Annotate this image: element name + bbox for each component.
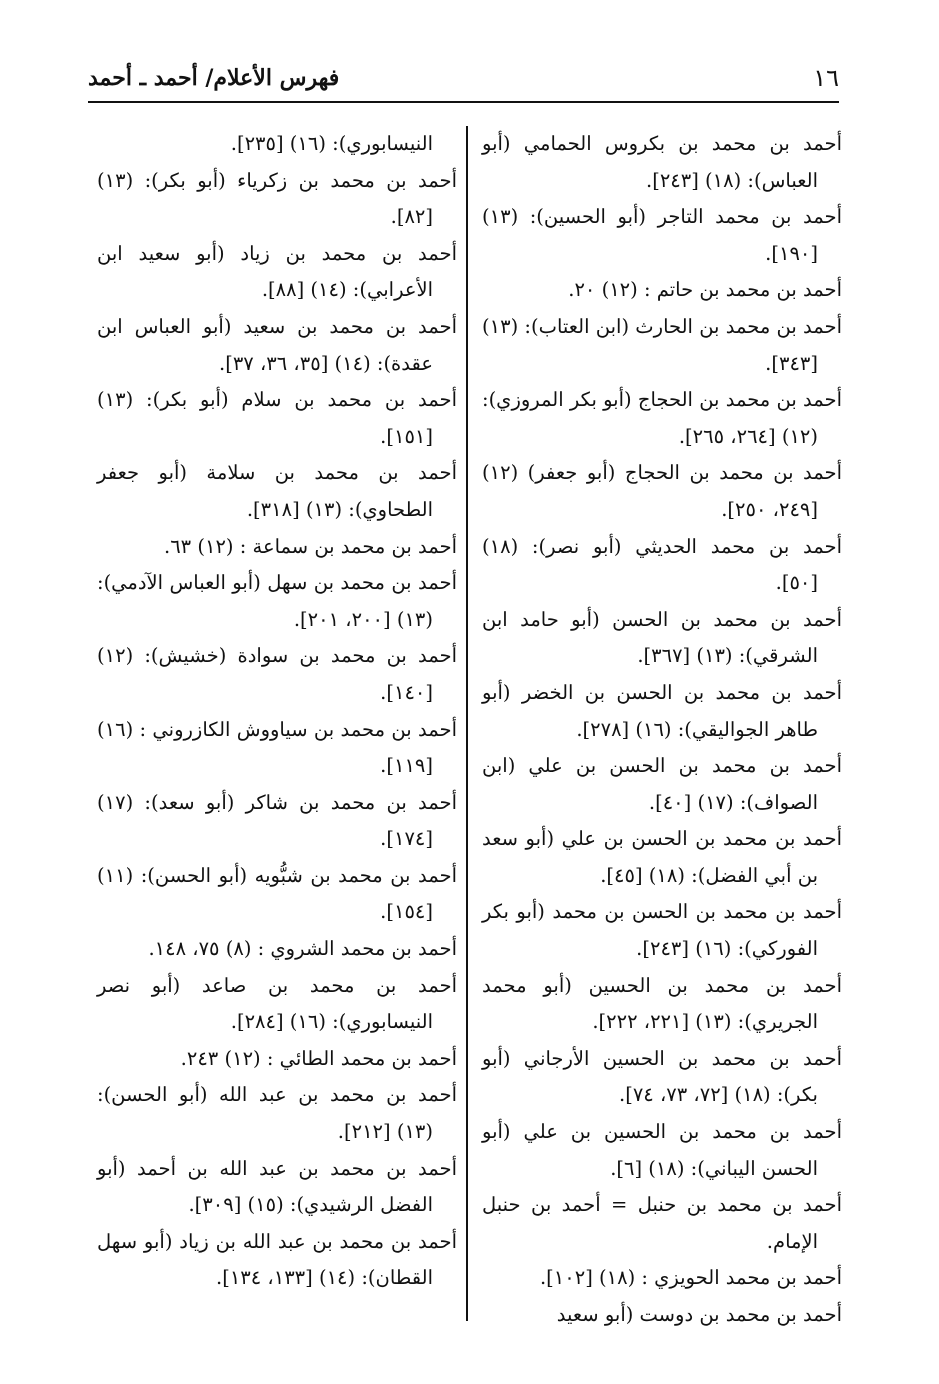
index-entry: أحمد بن محمد بن دوست (أبو سعيد [556,1303,842,1326]
column-divider [466,126,468,1321]
index-entry: أحمد بن محمد بن حاتم : (١٢) ٢٠. [568,278,842,302]
index-entry: أحمد بن محمد الطائي : (١٢) ٢٤٣. [180,1046,457,1070]
index-entry: أحمد بن محمد بن الحسن (أبو حامد ابن الشرقي): (١٣) [٣٦٧]. [482,607,842,668]
index-entry: أحمد بن محمد بن صاعد (أبو نصر النيسابوري): (١٦) [٢٨٤]. [97,973,457,1034]
index-entry: النيسابوري): (١٦) [٢٣٥]. [230,132,433,155]
index-entry: أحمد بن محمد التاجر (أبو الحسين): (١٣) [١٩٠]. [482,205,842,265]
index-entry: أحمد بن محمد بن شاكر (أبو سعد): (١٧) [١٧٤]. [97,790,457,851]
right-column [482,126,842,1334]
index-entry: أحمد بن محمد بن الحسن بن علي (أبو سعد بن أبي الفضل): (١٨) [٤٥]. [482,827,842,887]
index-entry: أحمد بن محمد الشروي : (٨) ٧٥، ١٤٨. [148,937,457,961]
index-entry: أحمد بن محمد بن عبد الله بن زياد (أبو سهل القطان): (١٤) [١٣٣، ١٣٤]. [97,1229,457,1290]
index-entry: أحمد بن محمد بن حنبل = أحمد بن حنبل الإمام. [482,1193,842,1253]
index-entry: أحمد بن محمد بن سعيد (أبو العباس ابن عقدة): (١٤) [٣٥، ٣٦، ٣٧]. [97,314,457,375]
left-column [97,126,457,1297]
index-entry: أحمد بن محمد بن الحسن بن محمد (أبو بكر الفوركي): (١٦) [٢٤٣]. [482,900,842,961]
index-entry: أحمد بن محمد بن زياد (أبو سعيد ابن الأعرابي): (١٤) [٨٨]. [97,241,457,302]
index-entry: أحمد بن محمد بن عبد الله (أبو الحسن): (١٣) [٢١٢]. [97,1083,457,1144]
index-entry: أحمد بن محمد بن الحسن بن الخضر (أبو طاهر الجواليقي): (١٦) [٢٧٨]. [482,680,842,741]
index-entry: أحمد بن محمد الحويزي : (١٨) [١٠٢]. [539,1266,842,1290]
page-header [88,55,839,103]
index-entry: أحمد بن محمد بن بكروس الحمامي (أبو العباس): (١٨) [٢٤٣]. [482,132,842,192]
index-entry: أحمد بن محمد بن سياووش الكازروني : (١٦) [١١٩]. [97,717,457,778]
index-entry: أحمد بن محمد بن سلام (أبو بكر): (١٣) [١٥١]. [97,388,457,448]
index-entry: أحمد بن محمد بن عبد الله بن أحمد (أبو الفضل الرشيدي): (١٥) [٣٠٩]. [97,1156,457,1217]
index-entry: أحمد بن محمد بن شبُّويه (أبو الحسن): (١١) [١٥٤]. [97,863,457,924]
index-entry: أحمد بن محمد الحديثي (أبو نصر): (١٨) [٥٠]. [482,534,842,595]
index-entry: أحمد بن محمد بن زكرياء (أبو بكر): (١٣) [٨٢]. [97,168,457,229]
page-number: ١٦ [813,64,839,92]
page-title: فهرس الأعلام/ أحمد ـ أحمد [88,65,340,91]
index-entry: أحمد بن محمد بن الحسين بن علي (أبو الحسن اليباني): (١٨) [٦]. [482,1120,842,1180]
index-entry: أحمد بن محمد بن سلامة (أبو جعفر الطحاوي): (١٣) [٣١٨]. [97,461,457,521]
index-entry: أحمد بن محمد بن سوادة (خشيش): (١٢) [١٤٠]. [97,644,457,704]
index-entry: أحمد بن محمد بن الحجاج (أبو بكر المروزي): (١٢) [٢٦٤، ٢٦٥]. [482,388,842,448]
index-entry: أحمد بن محمد بن الحسن بن علي (ابن الصواف): (١٧) [٤٠]. [482,754,842,814]
index-entry: أحمد بن محمد بن سهل (أبو العباس الآدمي): (١٣) [٢٠٠، ٢٠١]. [97,571,457,631]
index-entry: أحمد بن محمد بن الحسين (أبو محمد الجريري): (١٣) [٢٢١، ٢٢٢]. [482,973,842,1034]
index-entry: أحمد بن محمد بن الحسين الأرجاني (أبو بكر): (١٨) [٧٢، ٧٣، ٧٤]. [482,1046,842,1107]
index-entry: أحمد بن محمد بن الحجاج (أبو جعفر) (١٢) [٢٤٩، ٢٥٠]. [482,461,842,521]
index-entry: أحمد بن محمد بن الحارث (ابن العتاب): (١٣) [٣٤٣]. [482,314,842,375]
index-entry: أحمد بن محمد بن سماعة : (١٢) ٦٣. [164,534,457,558]
